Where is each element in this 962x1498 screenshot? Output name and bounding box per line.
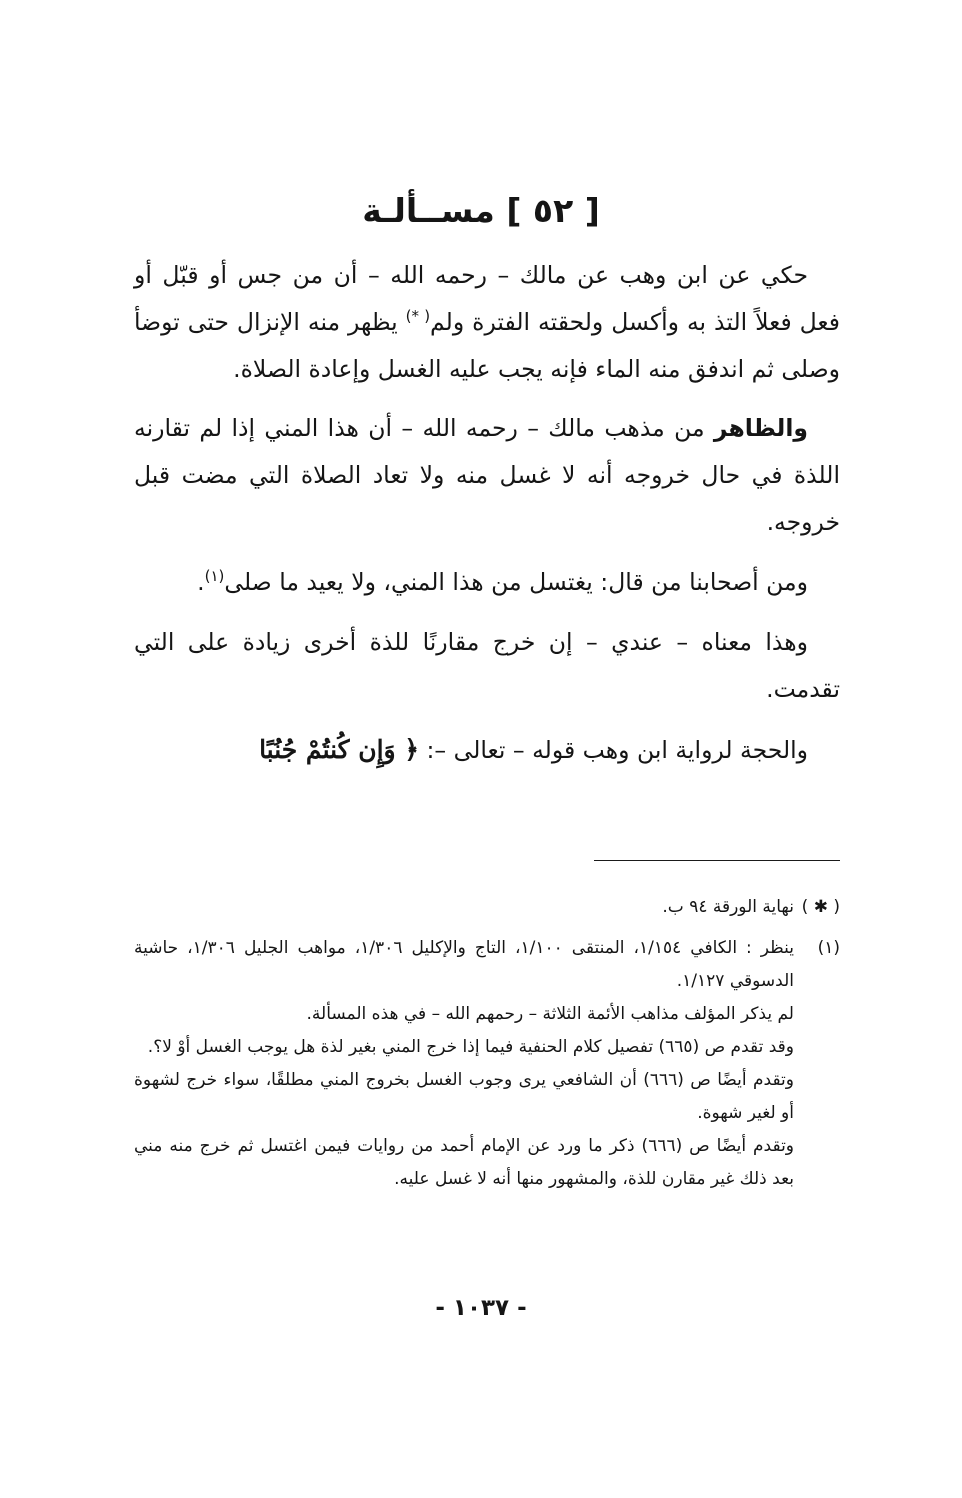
footnote-line: وقد تقدم ص (٦٦٥) تفصيل كلام الحنفية فيما إذا خرج المني بغير لذة هل يوجب الغسل أوْ لا؟. [147, 1037, 794, 1057]
footnote-mark: (١) [817, 938, 840, 958]
paragraph-2-lead: والظاهر [713, 414, 808, 442]
paragraph-5 [134, 726, 840, 774]
footnote-line: ينظر : الكافي ١/١٥٤، المنتقى ١/١٠٠، التاج والإكليل ١/٣٠٦، مواهب الجليل ١/٣٠٦، حاشية الدسوقي ١/١٢٧. [134, 938, 794, 991]
footnote-body [134, 891, 794, 924]
footnote-divider [594, 860, 840, 861]
quran-quote: ﴿ وَإِن كُنتُمْ جُنُبًا [259, 735, 419, 764]
footnote-1 [134, 932, 840, 1196]
page-title: [ ٥٢ ] مســألـة [362, 191, 600, 230]
footnote-line: وتقدم أيضًا ص (٦٦٦) أن الشافعي يرى وجوب الغسل بخروج المني مطلقًا، سواء خرج لشهوة أو لغير شهوة. [134, 1070, 794, 1123]
paragraph-3-end: . [197, 568, 205, 596]
page-number: - ١٠٣٧ - [435, 1295, 527, 1321]
footnotes [134, 891, 840, 1204]
footnote-line: وتقدم أيضًا ص (٦٦٦) ذكر ما ورد عن الإمام أحمد من روايات فيمن اغتسل ثم خرج منه مني بعد ذلك غير مقارن للذة، والمشهور منها أنه لا غسل عليه. [134, 1136, 795, 1189]
paragraph-2-text: من مذهب مالك – رحمه الله – أن هذا المني إذا لم تقارنه اللذة في حال خروجه أنه لا غسل منه ولا تعاد الصلاة التي مضت قبل خروجه. [134, 414, 840, 536]
paragraph-3 [134, 559, 840, 606]
paragraph-2 [134, 405, 840, 546]
paragraph-1 [134, 252, 840, 393]
footnote-line: لم يذكر المؤلف مذاهب الأئمة الثلاثة – رحمهم الله – في هذه المسألة. [306, 1004, 794, 1024]
paragraph-1-text: حكي عن ابن وهب عن مالك – رحمه الله – أن من جس أو قبّل أو فعل فعلاً التذ به وأكسل ولحقته الفترة ولم [134, 261, 840, 336]
paragraph-1-continuation: يظهر منه الإنزال حتى توضأ وصلى ثم اندفق منه الماء فإنه يجب عليه الغسل وإعادة الصلاة. [134, 308, 840, 383]
footnote-body [134, 932, 794, 1196]
paragraph-4 [134, 619, 840, 713]
footnote-ref-star: ( *) [405, 307, 431, 326]
paragraph-3-text: ومن أصحابنا من قال: يغتسل من هذا المني، ولا يعيد ما صلى [224, 568, 808, 596]
footnote-mark: ( ✱ ) [801, 897, 840, 917]
paragraph-4-text: وهذا معناه – عندي – إن خرج مقارنًا للذة أخرى زيادة على التي تقدمت. [134, 628, 840, 703]
footnote-ref-1: (١) [204, 567, 225, 586]
paragraph-5-text: والحجة لرواية ابن وهب قوله – تعالى –: [419, 736, 808, 764]
main-text [134, 252, 840, 787]
footnote-star [134, 891, 840, 924]
footnote-line: نهاية الورقة ٩٤ ب. [662, 897, 794, 917]
